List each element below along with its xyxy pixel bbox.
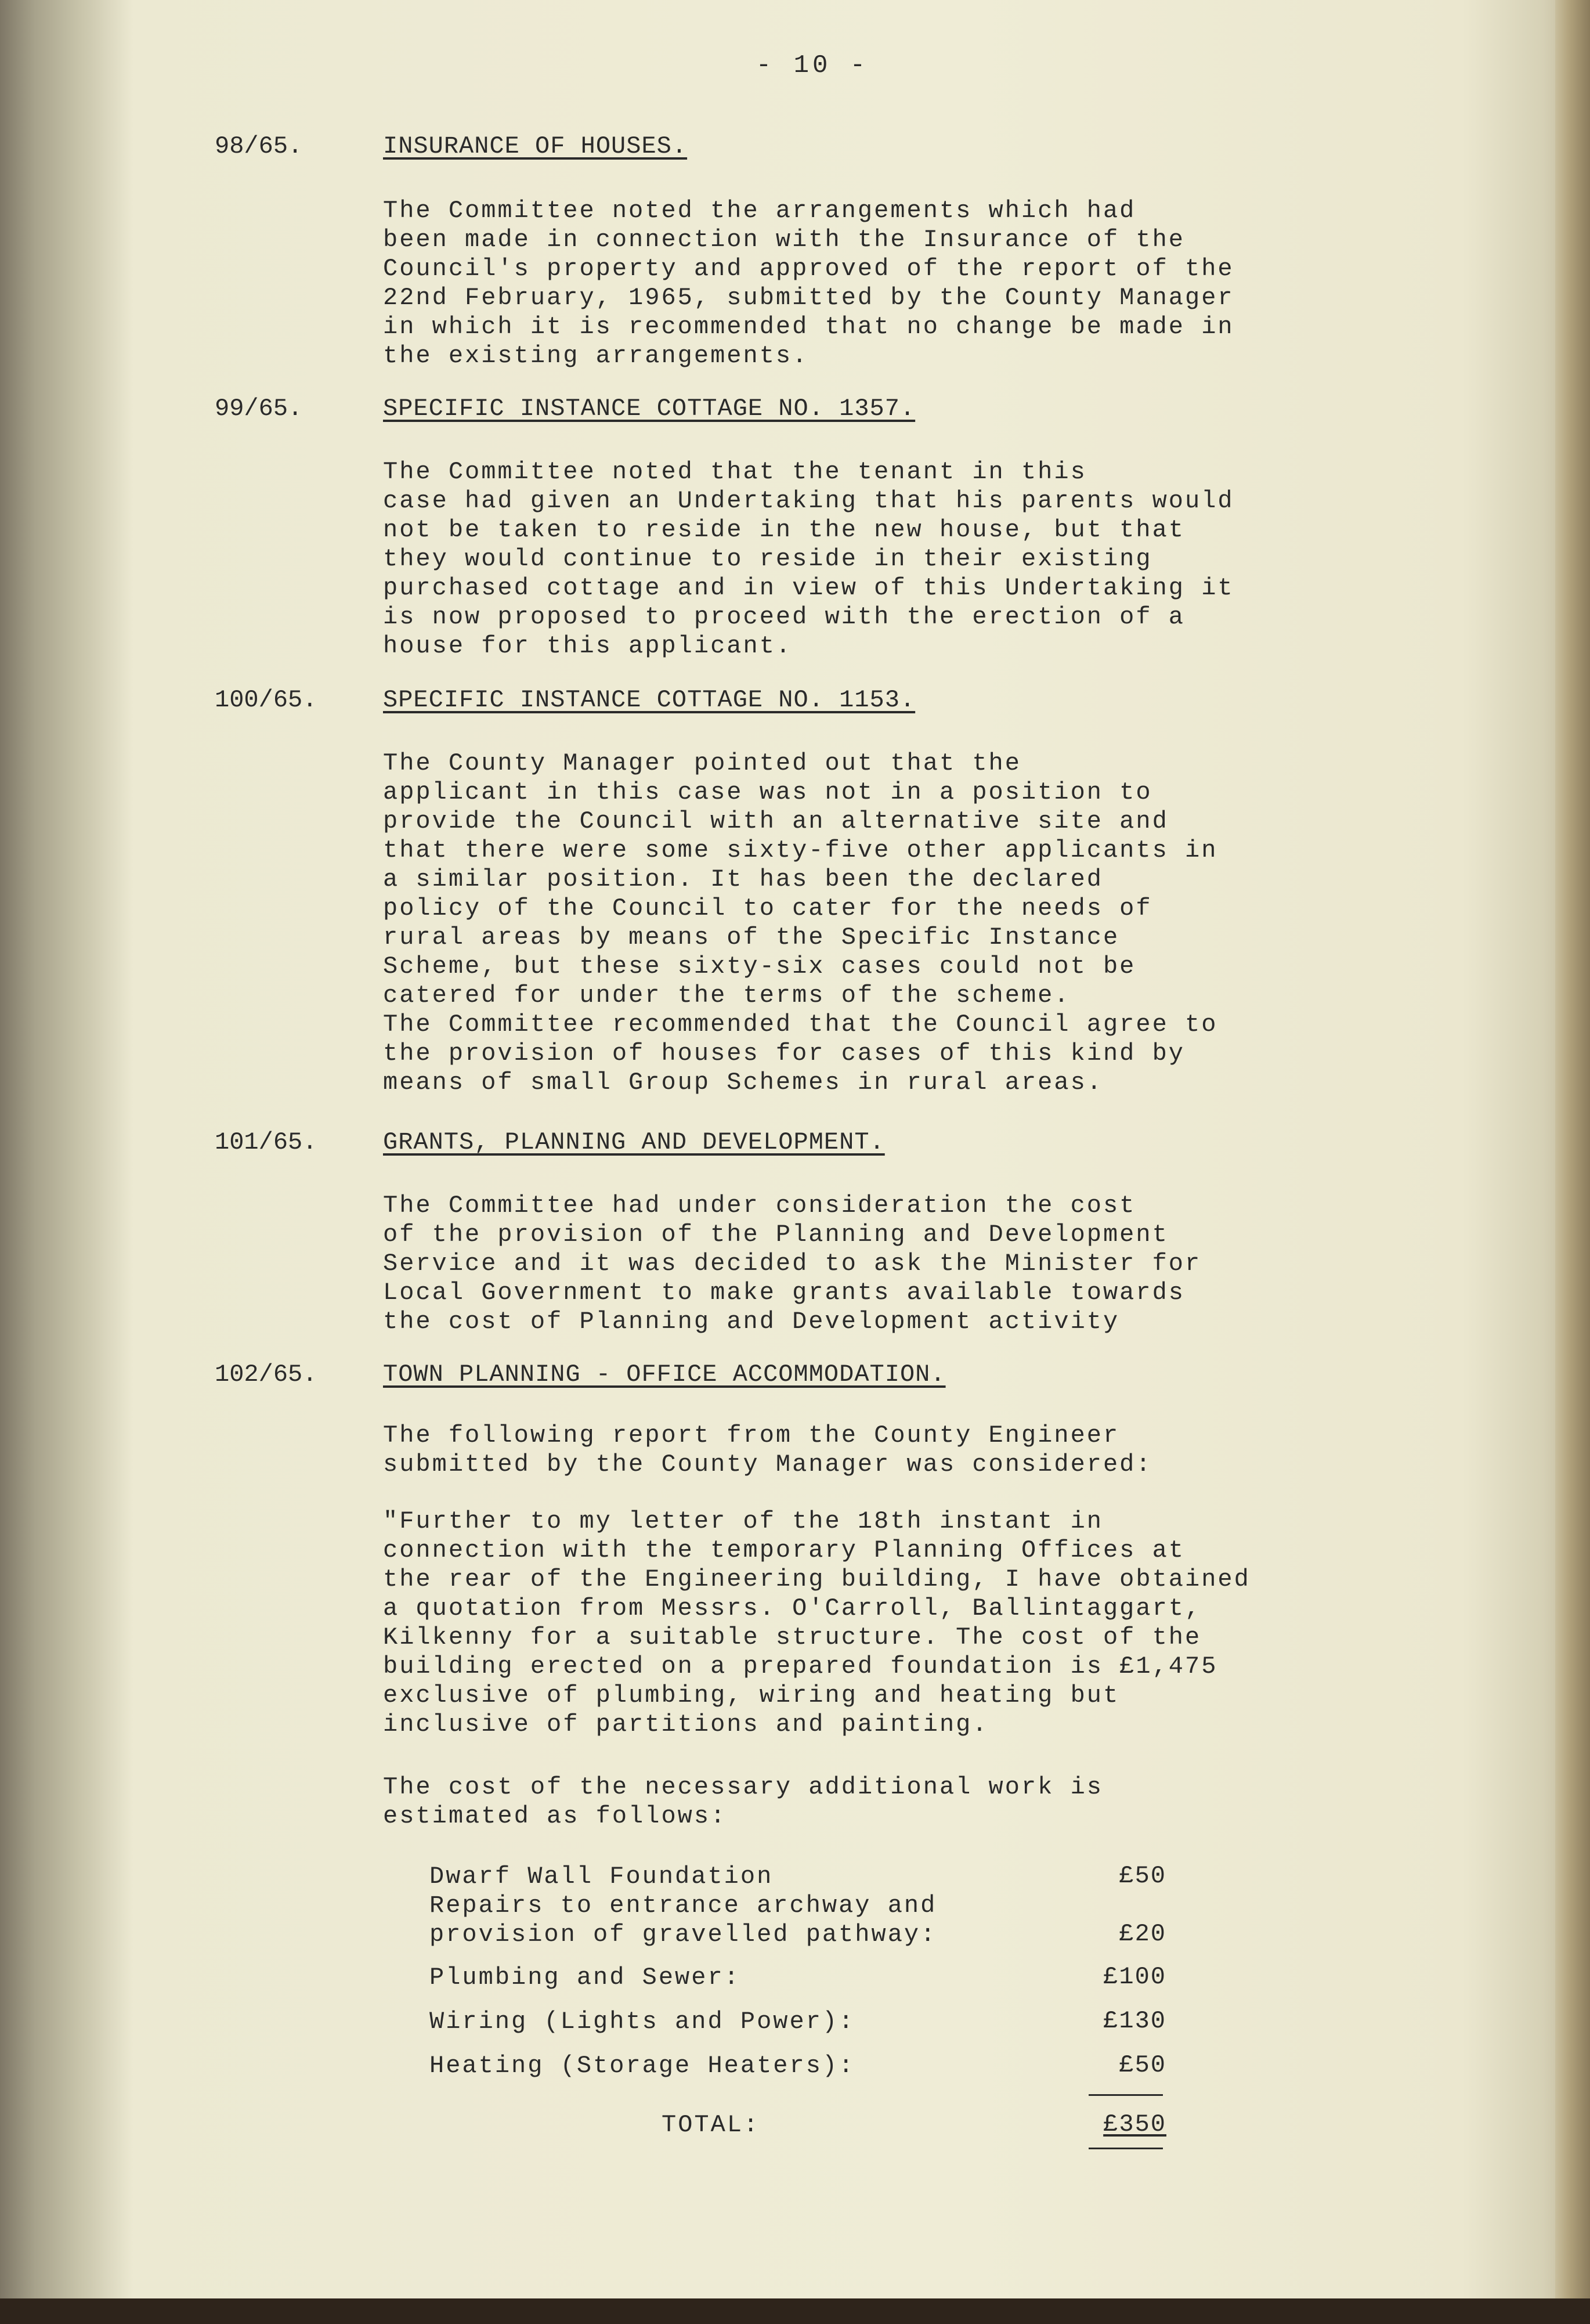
item-number: 100/65. [215, 686, 317, 714]
total-amount: £350 [1103, 2110, 1166, 2138]
item-heading: SPECIFIC INSTANCE COTTAGE NO. 1153. [383, 686, 916, 714]
item-number: 102/65. [215, 1361, 317, 1388]
page-number: - 10 - [756, 51, 869, 80]
item-number: 101/65. [215, 1128, 317, 1156]
item-paragraph: The Committee noted that the tenant in this case had given an Undertaking that his parents would not be taken to reside in the new house, but that they would continue to reside in their existing purchased cottage and in view of this Undertaking it is now proposed to proceed with the erection of a house for this applicant. [383, 458, 1234, 660]
total-rule-top [1089, 2094, 1163, 2096]
item-heading: GRANTS, PLANNING AND DEVELOPMENT. [383, 1128, 885, 1156]
item-paragraph: The cost of the necessary additional work is estimated as follows: [383, 1773, 1103, 1830]
cost-row-label: Wiring (Lights and Power): [429, 2008, 855, 2036]
cost-row-amount: £20 [1119, 1920, 1166, 1948]
total-label: TOTAL: [662, 2111, 760, 2139]
item-paragraph: The County Manager pointed out that the applicant in this case was not in a position to provide the Council with an alternative site and that there were some sixty-five other applicants in a similar position. It has been the declared policy of the Council to cater for the needs of rural areas by means of the Specific Instance Scheme, but these sixty-six cases could not be catered for under the terms of the scheme. The Committee recommended that the Council agree to the provision of houses for cases of this kind by means of small Group Schemes in rural areas. [383, 749, 1218, 1096]
book-edge [0, 2298, 1590, 2324]
item-heading: TOWN PLANNING - OFFICE ACCOMMODATION. [383, 1361, 946, 1388]
cost-row-amount: £100 [1103, 1963, 1166, 1991]
item-number: 99/65. [215, 395, 303, 423]
cost-row-label: Repairs to entrance archway and provision of gravelled pathway: [429, 1892, 937, 1948]
cost-row-amount: £50 [1119, 1862, 1166, 1890]
item-paragraph: The following report from the County Engineer submitted by the County Manager was considered: [383, 1421, 1152, 1478]
binding-gutter [0, 0, 133, 2298]
item-number: 98/65. [215, 132, 303, 160]
cost-row-label: Heating (Storage Heaters): [429, 2052, 855, 2080]
page-edge [1555, 0, 1590, 2298]
cost-row-amount: £50 [1119, 2051, 1166, 2079]
total-double-rule [1089, 2148, 1163, 2149]
item-heading: INSURANCE OF HOUSES. [383, 132, 688, 160]
item-paragraph: The Committee noted the arrangements which had been made in connection with the Insurance of the Council's property and approved of the report of the 22nd February, 1965, submitted by the County Manager in which it is recommended that no change be made in the existing arrangements. [383, 197, 1234, 370]
item-heading: SPECIFIC INSTANCE COTTAGE NO. 1357. [383, 395, 916, 423]
cost-row-label: Plumbing and Sewer: [429, 1964, 740, 1991]
item-paragraph: "Further to my letter of the 18th instant in connection with the temporary Planning Offices at the rear of the Engineering building, I have obtained a quotation from Messrs. O'Carroll, Ballintaggart, Kilkenny for a suitable structure. The cost of the building erected on a prepared foundation is £1,475 exclusive of plumbing, wiring and heating but inclusive of partitions and painting. [383, 1507, 1251, 1738]
cost-row-label: Dwarf Wall Foundation [429, 1863, 774, 1890]
item-paragraph: The Committee had under consideration the cost of the provision of the Planning and Development Service and it was decided to ask the Minister for Local Government to make grants available towards the cost of Planning and Development activity [383, 1192, 1202, 1336]
cost-row-amount: £130 [1103, 2007, 1166, 2035]
